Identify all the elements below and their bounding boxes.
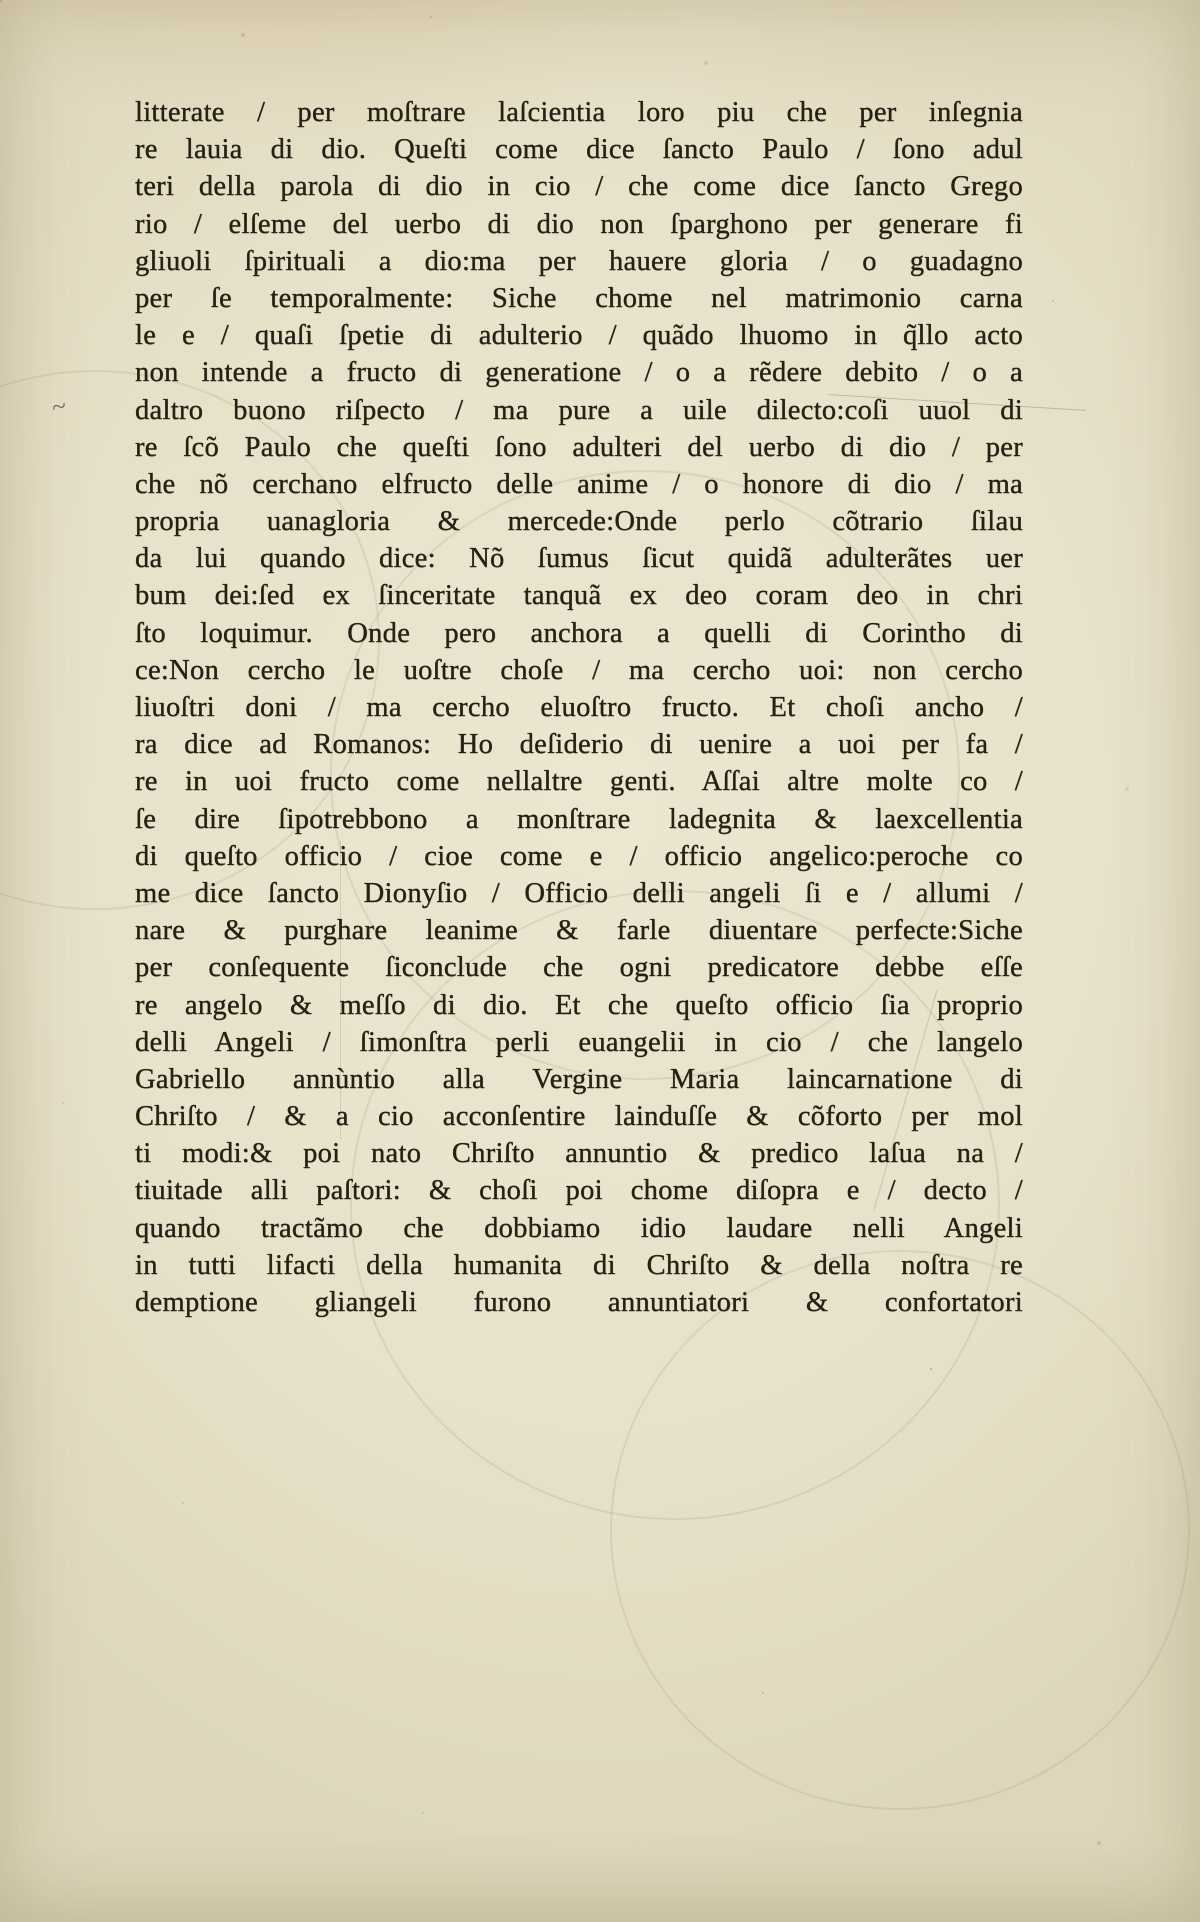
text-line: nare & purghare leanime & farle diuentare perfecte:Siche — [135, 915, 1023, 947]
text-line: non intende a fructo di generatione / o a rẽdere debito / o a — [135, 357, 1023, 389]
text-line: le e / quaſi ſpetie di adulterio / quãdo lhuomo in q̃llo acto — [135, 320, 1023, 352]
text-line: demptione gliangeli furono annuntiatori & confortatori — [135, 1287, 1023, 1318]
text-line: rio / elſeme del uerbo di dio non ſparghono per generare fi — [135, 208, 1023, 240]
text-line: da lui quando dice: Nõ ſumus ſicut quidã adulterãtes uer — [135, 543, 1023, 575]
text-line: ſe dire ſipotrebbono a monſtrare ladegnita & laexcellentia — [135, 803, 1023, 835]
text-line: re ſcõ Paulo che queſti ſono adulteri del uerbo di dio / per — [135, 431, 1023, 463]
margin-mark: ~ — [49, 390, 69, 423]
text-line: ſto loquimur. Onde pero anchora a quelli di Corintho di — [135, 617, 1023, 649]
text-line: quando tractãmo che dobbiamo idio laudare nelli Angeli — [135, 1212, 1023, 1244]
text-line: tiuitade alli paſtori: & choſi poi chome diſopra e / decto / — [135, 1175, 1023, 1207]
text-line: che nõ cerchano elfructo delle anime / o honore di dio / ma — [135, 468, 1023, 500]
text-line: Chriſto / & a cio acconſentire lainduſſe & cõforto per mol — [135, 1101, 1023, 1133]
paper-watermark-circle — [610, 1250, 1190, 1810]
text-line: per conſequente ſiconclude che ogni predicatore debbe eſſe — [135, 952, 1023, 984]
text-line: liuoſtri doni / ma cercho eluoſtro fructo. Et choſi ancho / — [135, 692, 1023, 723]
text-line: delli Angeli / ſimonſtra perli euangelii in cio / che langelo — [135, 1026, 1023, 1058]
text-line: per ſe temporalmente: Siche chome nel matrimonio carna — [135, 282, 1023, 314]
text-line: ti modi:& poi nato Chriſto annuntio & predico laſua na / — [135, 1138, 1023, 1170]
foxing-specks — [0, 0, 2, 2]
text-line: gliuoli ſpirituali a dio:ma per hauere gloria / o guadagno — [135, 245, 1023, 277]
text-line: in tutti lifacti della humanita di Chriſto & della noſtra re — [135, 1249, 1023, 1281]
text-line: Gabriello annùntio alla Vergine Maria laincarnatione di — [135, 1063, 1023, 1095]
text-line: re in uoi fructo come nellaltre genti. Aſſai altre molte co / — [135, 766, 1023, 798]
printed-text-block — [135, 94, 1023, 1321]
text-line: di queſto officio / cioe come e / officio angelico:peroche co — [135, 840, 1023, 872]
text-line: re lauia di dio. Queſti come dice ſancto Paulo / ſono adul — [135, 134, 1023, 166]
text-line: ce:Non cercho le uoſtre choſe / ma cercho uoi: non cercho — [135, 654, 1023, 686]
text-line: me dice ſancto Dionyſio / Officio delli angeli ſi e / allumi / — [135, 877, 1023, 909]
text-line: propria uanagloria & mercede:Onde perlo cõtrario ſilau — [135, 506, 1023, 538]
text-line: daltro buono riſpecto / ma pure a uile dilecto:coſi uuol di — [135, 394, 1023, 426]
text-line: bum dei:ſed ex ſinceritate tanquã ex deo coram deo in chri — [135, 580, 1023, 612]
text-line: ra dice ad Romanos: Ho deſiderio di uenire a uoi per fa / — [135, 729, 1023, 761]
text-line: teri della parola di dio in cio / che come dice ſancto Grego — [135, 171, 1023, 203]
text-line: re angelo & meſſo di dio. Et che queſto officio ſia proprio — [135, 989, 1023, 1021]
text-line: litterate / per moſtrare laſcientia loro piu che per inſegnia — [135, 97, 1023, 128]
